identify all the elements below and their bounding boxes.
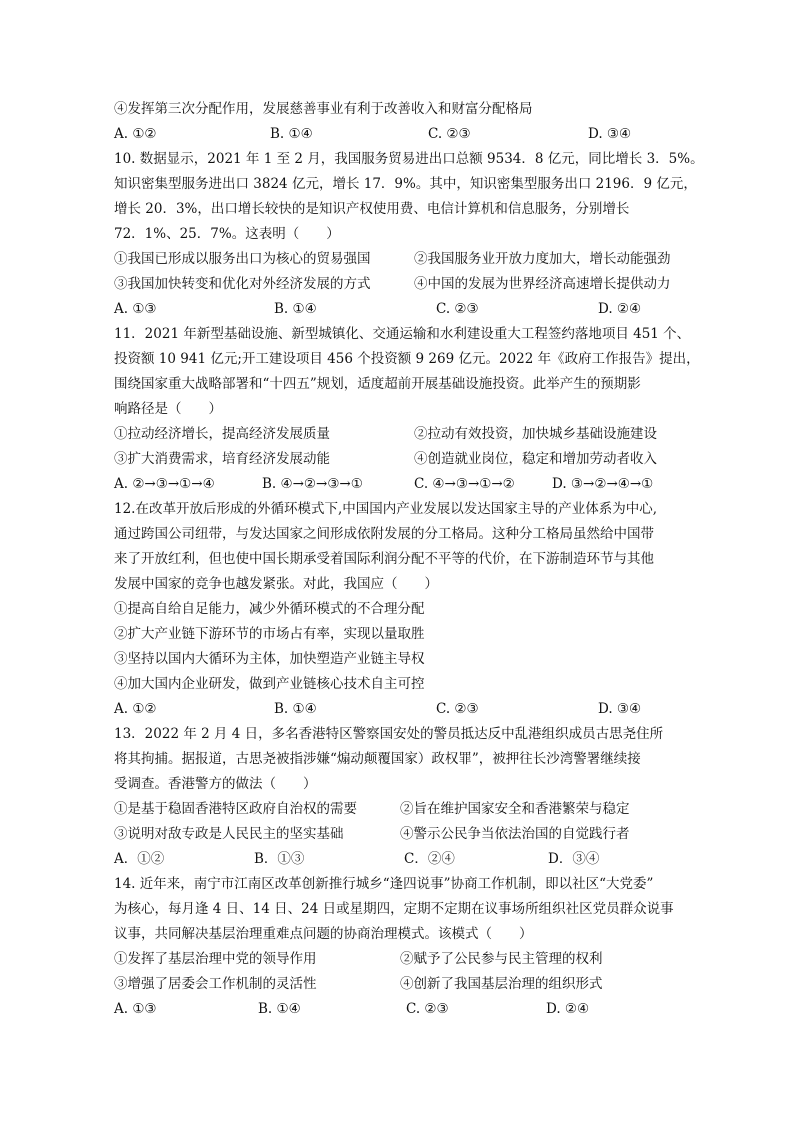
q11-item-3: ③扩大消费需求，培育经济发展动能	[114, 451, 330, 467]
q10-item-4: ④中国的发展为世界经济高速增长提供动力	[414, 276, 671, 292]
q14-choice-d: D. ②④	[546, 1001, 590, 1017]
q10-choice-c: C. ②③	[436, 301, 479, 317]
q13-choice-a: A．①②	[114, 851, 165, 867]
q11-item-4: ④创造就业岗位，稳定和增加劳动者收入	[414, 451, 657, 467]
q12-item-4: ④加大国内企业研发，做到产业链核心技术自主可控	[114, 676, 425, 692]
q12-item-3: ③坚持以国内大循环为主体，加快塑造产业链主导权	[114, 651, 425, 667]
q12-stem-line: 来了开放红利，但也使中国长期承受着国际利润分配不平等的代价，在下游制造环节与其他	[114, 551, 654, 567]
q14-item-4: ④创新了我国基层治理的组织形式	[400, 976, 603, 992]
q11-item-2: ②拉动有效投资，加快城乡基础设施建设	[414, 426, 657, 442]
q10-choice-b: B. ①④	[274, 301, 317, 317]
q10-stem-line: 增长 20．3%，出口增长较快的是知识产权使用费、电信计算机和信息服务，分别增长	[114, 201, 630, 217]
q10-choice-a: A. ①③	[114, 301, 157, 317]
q10-item-3: ③我国加快转变和优化对外经济发展的方式	[114, 276, 371, 292]
q12-choice-d: D. ③④	[598, 701, 642, 717]
q9-item-4: ④发挥第三次分配作用，发展慈善事业有利于改善收入和财富分配格局	[114, 101, 533, 117]
q13-stem-line: 将其拘捕。据报道，古思尧被指涉嫌“煽动颠覆国家）政权罪”，被押往长沙湾警署继续接	[114, 751, 641, 767]
q10-stem-line: 72．1%、25．7%。这表明（ ）	[114, 226, 340, 242]
q11-stem-line: 围绕国家重大战略部署和“十四五”规划，适度超前开展基础设施投资。此举产生的预期影	[114, 376, 641, 392]
q13-choice-c: C．②④	[404, 851, 455, 867]
q12-stem-line: 通过跨国公司纽带，与发达国家之间形成依附发展的分工格局。这种分工格局虽然给中国带	[114, 526, 654, 542]
q13-choice-d: D．③④	[548, 851, 600, 867]
q14-choice-b: B. ①④	[258, 1001, 301, 1017]
q14-choice-c: C. ②③	[406, 1001, 449, 1017]
q12-item-1: ①提高自给自足能力，减少外循环模式的不合理分配	[114, 601, 425, 617]
q14-item-2: ②赋予了公民参与民主管理的权利	[400, 951, 603, 967]
q11-choice-b: B. ④→②→③→①	[262, 476, 363, 492]
q13-item-2: ②旨在维护国家安全和香港繁荣与稳定	[400, 801, 630, 817]
q11-item-1: ①拉动经济增长，提高经济发展质量	[114, 426, 330, 442]
q12-item-2: ②扩大产业链下游环节的市场占有率，实现以量取胜	[114, 626, 425, 642]
q10-stem-line: 知识密集型服务进出口 3824 亿元，增长 17．9%。其中，知识密集型服务出口 2196．9 亿元，	[114, 176, 697, 192]
q10-stem-line: 10. 数据显示，2021 年 1 至 2 月，我国服务贸易进出口总额 9534．8 亿元，同比增长 3．5%。	[114, 151, 704, 167]
q10-choice-d: D. ②④	[598, 301, 642, 317]
q14-stem-line: 14. 近年来，南宁市江南区改革创新推行城乡“逢四说事”协商工作机制，即以社区“大党委”	[114, 876, 654, 892]
q10-item-1: ①我国已形成以服务出口为核心的贸易强国	[114, 251, 371, 267]
q11-stem-line: 11．2021 年新型基础设施、新型城镇化、交通运输和水利建设重大工程签约落地项目 451 个、	[114, 326, 691, 342]
q14-choice-a: A. ①③	[114, 1001, 157, 1017]
q14-item-1: ①发挥了基层治理中党的领导作用	[114, 951, 317, 967]
q12-stem-line: 12.在改革开放后形成的外循环模式下,中国国内产业发展以发达国家主导的产业体系为中心,	[114, 501, 658, 517]
q13-item-3: ③说明对敌专政是人民民主的坚实基础	[114, 826, 344, 842]
q11-choice-c: C. ④→③→①→②	[414, 476, 515, 492]
q14-stem-line: 议事，共同解决基层治理重难点问题的协商治理模式。该模式（ ）	[114, 926, 533, 942]
q13-choice-b: B．①③	[254, 851, 305, 867]
q13-item-1: ①是基于稳固香港特区政府自治权的需要	[114, 801, 357, 817]
q9-choice-b: B. ①④	[270, 126, 313, 142]
q11-stem-line: 投资额 10 941 亿元;开工建设项目 456 个投资额 9 269 亿元。2022 年《政府工作报告》提出，	[114, 351, 700, 367]
q11-choice-d: D. ③→②→④→①	[552, 476, 654, 492]
q14-stem-line: 为核心，每月逢 4 日、14 日、24 日或星期四，定期不定期在议事场所组织社区党员群众说事	[114, 901, 674, 917]
q11-stem-line: 响路径是（ ）	[114, 401, 222, 417]
q12-stem-line: 发展中国家的竞争也越发紧张。对此，我国应（ ）	[114, 576, 438, 592]
q9-choice-c: C. ②③	[428, 126, 471, 142]
q13-stem-line: 受调查。香港警方的做法（ ）	[114, 776, 317, 792]
q10-item-2: ②我国服务业开放力度加大，增长动能强劲	[414, 251, 671, 267]
q13-item-4: ④警示公民争当依法治国的自觉践行者	[400, 826, 630, 842]
q12-choice-a: A. ①②	[114, 701, 157, 717]
q12-choice-b: B. ①④	[274, 701, 317, 717]
q9-choice-d: D. ③④	[588, 126, 632, 142]
q9-choice-a: A. ①②	[114, 126, 157, 142]
q12-choice-c: C. ②③	[436, 701, 479, 717]
q11-choice-a: A. ②→③→①→④	[114, 476, 215, 492]
q13-stem-line: 13．2022 年 2 月 4 日，多名香港特区警察国安处的警员抵达反中乱港组织成员古思尧住所	[114, 726, 664, 742]
q14-item-3: ③增强了居委会工作机制的灵活性	[114, 976, 317, 992]
